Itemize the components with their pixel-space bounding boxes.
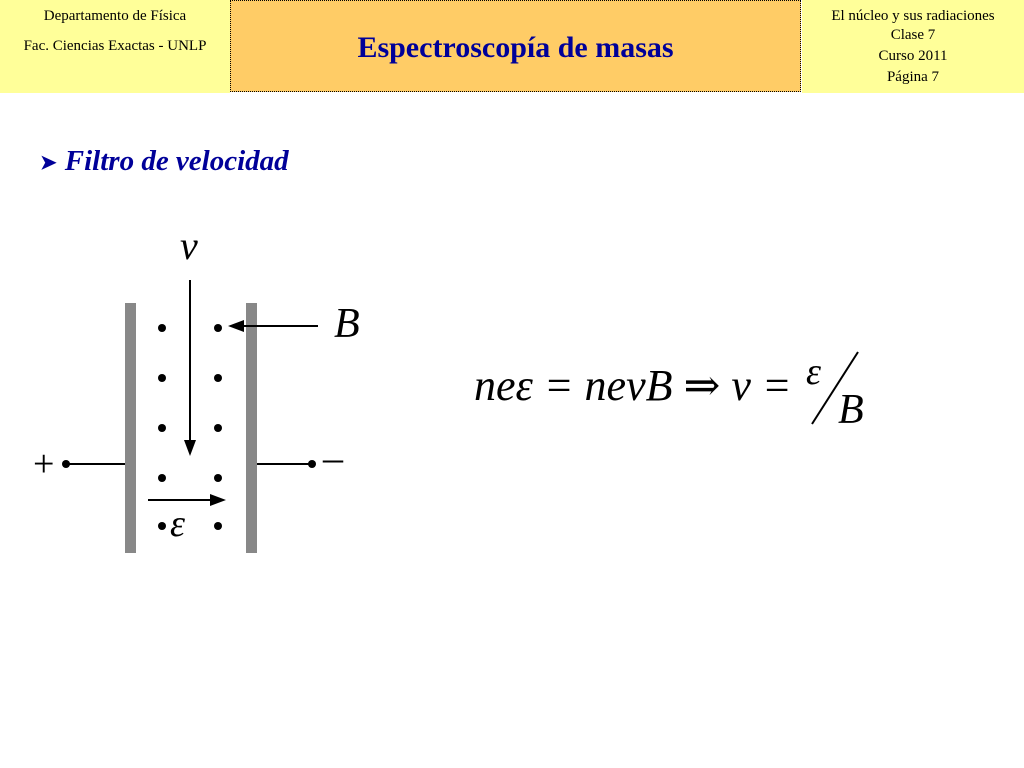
department-label: Departamento de Física [43, 8, 187, 24]
fraction-numerator: ε [806, 351, 821, 393]
year-label: Curso 2011 [878, 48, 948, 64]
field-dot [158, 522, 166, 530]
course-name-label: El núcleo y sus radiaciones [831, 8, 995, 24]
right-wire [257, 460, 316, 468]
field-arrow [228, 320, 318, 332]
bullet-text: Filtro de velocidad [64, 145, 289, 177]
plus-sign: + [33, 443, 55, 485]
faculty-label: Fac. Ciencias Exactas - UNLP [23, 38, 207, 54]
field-dot [158, 424, 166, 432]
class-label: Clase 7 [890, 27, 936, 43]
fraction-denominator: B [838, 387, 864, 433]
page-title: Espectroscopía de masas [357, 31, 674, 64]
velocity-label: v [180, 223, 198, 268]
minus-sign: – [323, 435, 343, 480]
field-dot [158, 474, 166, 482]
field-label: B [334, 301, 360, 347]
electric-field-arrow [148, 494, 226, 506]
field-dot [158, 324, 166, 332]
field-dot [214, 522, 222, 530]
field-dot [214, 474, 222, 482]
left-wire [62, 460, 125, 468]
field-dot [214, 374, 222, 382]
efield-label: ε [170, 503, 185, 545]
velocity-arrow [184, 280, 196, 456]
page-number-label: Página 7 [886, 69, 940, 85]
right-plate [246, 303, 257, 553]
field-dot [158, 374, 166, 382]
left-plate [125, 303, 136, 553]
equation-lhs: neε = nevB ⇒ v = [474, 361, 792, 410]
field-dot [214, 424, 222, 432]
arrow-bullet-icon: ➤ [40, 152, 57, 174]
field-dot [214, 324, 222, 332]
